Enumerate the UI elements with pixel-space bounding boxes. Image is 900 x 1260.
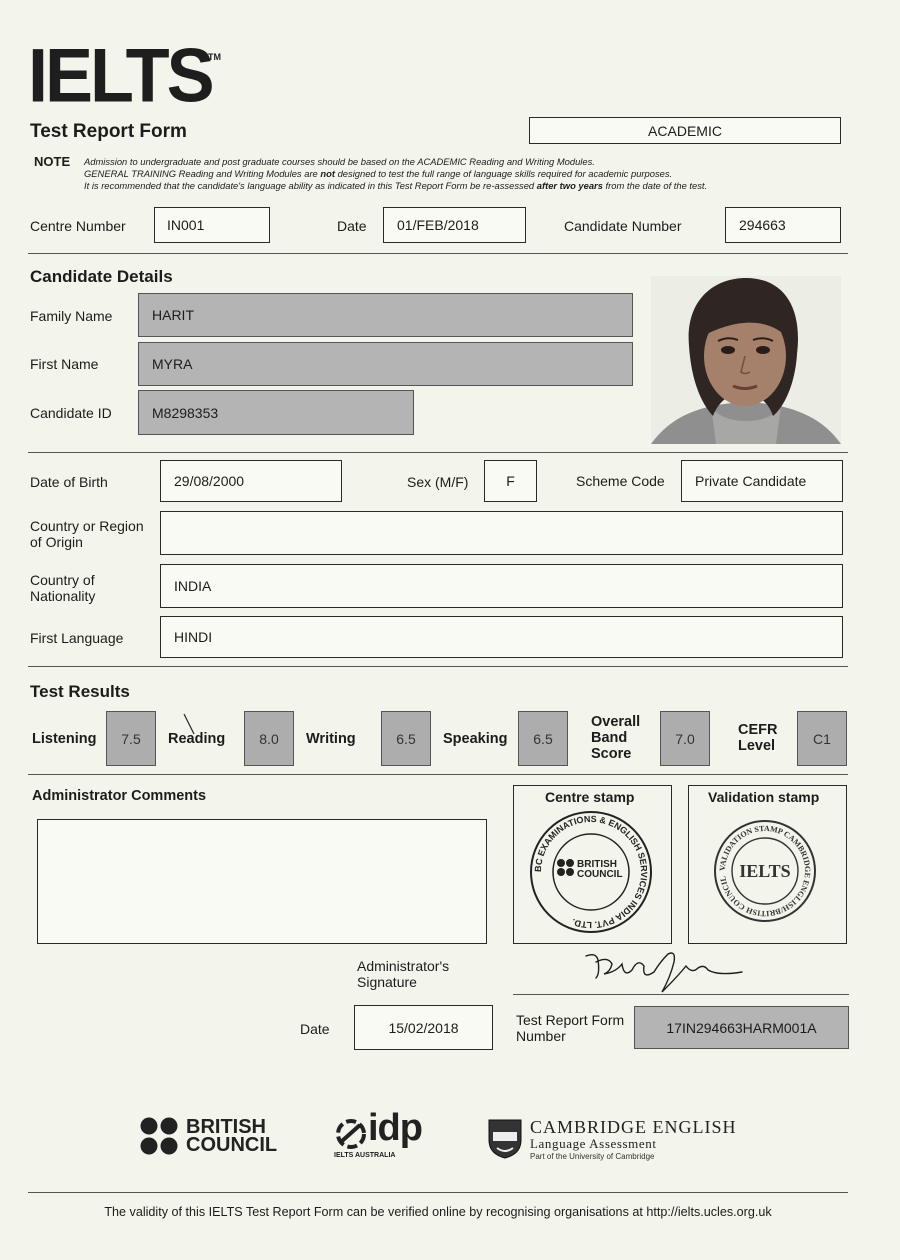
centre-stamp-seal [527, 808, 655, 936]
svg-text:VALIDATION STAMP CAMBRIDGE ENG: VALIDATION STAMP CAMBRIDGE ENGLISH/BRITISH COUNCIL [717, 823, 813, 919]
family-name-value: HARIT [152, 307, 194, 323]
scheme-code-field [681, 460, 843, 502]
centre-number-field [154, 207, 270, 243]
footer-divider [28, 1192, 848, 1193]
trf-number-label: Test Report Form Number [516, 1012, 625, 1044]
trf-number-value: 17IN294663HARM001A [666, 1019, 817, 1036]
british-council-dots-icon [140, 1117, 180, 1155]
nationality-value: INDIA [174, 578, 212, 594]
first-name-label: First Name [30, 356, 99, 372]
candidate-number-value: 294663 [739, 217, 786, 233]
writing-score: 6.5 [381, 711, 431, 766]
trf-number-field [634, 1006, 849, 1049]
divider [28, 452, 848, 453]
module-box [529, 117, 841, 144]
first-language-value: HINDI [174, 629, 213, 645]
speaking-score: 6.5 [518, 711, 568, 766]
cefr-label: CEFR Level [738, 722, 778, 754]
note-line-1: Admission to undergraduate and post graduate courses should be based on the ACADEMIC Reading and Writing Modules. [84, 156, 595, 167]
candidate-details-title: Candidate Details [30, 267, 173, 286]
divider [28, 666, 848, 667]
candidate-id-value: M8298353 [152, 404, 219, 421]
note-label: NOTE [34, 154, 71, 169]
centre-number-label: Centre Number [30, 218, 126, 234]
idp-text: idp [368, 1107, 422, 1149]
dob-label: Date of Birth [30, 474, 108, 490]
divider [28, 253, 848, 254]
idp-globe-icon [334, 1117, 368, 1151]
admin-signature [582, 948, 748, 996]
first-language-label: First Language [30, 630, 124, 646]
scheme-code-value: Private Candidate [695, 473, 807, 489]
overall-band-score: 7.0 [660, 711, 710, 766]
trademark-mark: TM [208, 52, 221, 62]
first-name-field [138, 342, 633, 386]
writing-label: Writing [306, 731, 356, 747]
idp-subtitle: IELTS AUSTRALIA [334, 1152, 396, 1159]
family-name-label: Family Name [30, 308, 113, 324]
validation-stamp-seal [712, 818, 818, 924]
sex-label: Sex (M/F) [407, 474, 469, 490]
validation-stamp-label: Validation stamp [708, 789, 820, 805]
bc-line-2: COUNCIL [186, 1134, 278, 1156]
admin-date-label: Date [300, 1021, 330, 1037]
sex-field [484, 460, 537, 502]
country-origin-label: Country or Region of Origin [30, 518, 144, 550]
country-origin-field [160, 511, 843, 555]
svg-text:COUNCIL: COUNCIL [577, 869, 623, 880]
svg-text:BC EXAMINATIONS & ENGLISH SERV: BC EXAMINATIONS & ENGLISH SERVICES INDIA PVT. LTD. [532, 813, 650, 931]
note-line-3: It is recommended that the candidate's language ability as indicated in this Test Report Form be re-assessed after two years from the date of the test. [84, 180, 708, 191]
admin-comments-field [37, 819, 487, 944]
admin-signature-label: Administrator's Signature [357, 958, 450, 990]
reading-label: Reading [168, 731, 226, 747]
svg-text:IELTS: IELTS [739, 861, 791, 881]
ielts-logo [28, 33, 212, 119]
candidate-id-label: Candidate ID [30, 405, 112, 421]
family-name-field [138, 293, 633, 337]
listening-label: Listening [32, 731, 97, 747]
dob-value: 29/08/2000 [174, 473, 245, 489]
listening-score: 7.5 [106, 711, 156, 766]
divider [28, 774, 848, 775]
reading-score: 8.0 [244, 711, 294, 766]
bc-line-1: BRITISH [186, 1116, 266, 1138]
cambridge-line-2: Language Assessment [530, 1136, 657, 1151]
nationality-label: Country of Nationality [30, 572, 96, 604]
candidate-photo [651, 276, 841, 444]
centre-number-value: IN001 [167, 217, 205, 233]
note-line-2: GENERAL TRAINING Reading and Writing Modules are not designed to test the full range of language skills required for academic purposes. [84, 168, 673, 179]
admin-date-value: 15/02/2018 [388, 1019, 459, 1036]
test-date-field [383, 207, 526, 243]
svg-text:BRITISH: BRITISH [577, 859, 617, 870]
cambridge-line-3: Part of the University of Cambridge [530, 1152, 655, 1161]
scheme-code-label: Scheme Code [576, 473, 665, 489]
candidate-number-field [725, 207, 841, 243]
first-language-field [160, 616, 843, 658]
pen-mark [182, 712, 196, 736]
centre-stamp-label: Centre stamp [545, 789, 635, 805]
candidate-id-field [138, 390, 414, 435]
ielts-logo-text: IELTS [28, 33, 212, 119]
cambridge-line-1: CAMBRIDGE ENGLISH [530, 1117, 737, 1137]
validity-note: The validity of this IELTS Test Report Form can be verified online by recognising organisations at http://ielts.ucles.org.uk [104, 1205, 772, 1219]
sex-value: F [506, 473, 515, 489]
test-results-title: Test Results [30, 682, 130, 701]
test-date-value: 01/FEB/2018 [397, 217, 479, 233]
overall-band-label: Overall Band Score [591, 714, 641, 762]
first-name-value: MYRA [152, 356, 193, 372]
british-council-logo [140, 1117, 277, 1155]
admin-comments-label: Administrator Comments [32, 788, 207, 804]
candidate-number-label: Candidate Number [564, 218, 682, 234]
test-date-label: Date [337, 218, 367, 234]
note-text [84, 156, 804, 192]
dob-field [160, 460, 342, 502]
cambridge-shield-icon [487, 1118, 523, 1160]
nationality-field [160, 564, 843, 608]
speaking-label: Speaking [443, 731, 508, 747]
divider [513, 994, 849, 995]
form-title: Test Report Form [30, 121, 187, 142]
module-value: ACADEMIC [648, 122, 722, 139]
cefr-level: C1 [797, 711, 847, 766]
admin-date-field [354, 1005, 493, 1050]
